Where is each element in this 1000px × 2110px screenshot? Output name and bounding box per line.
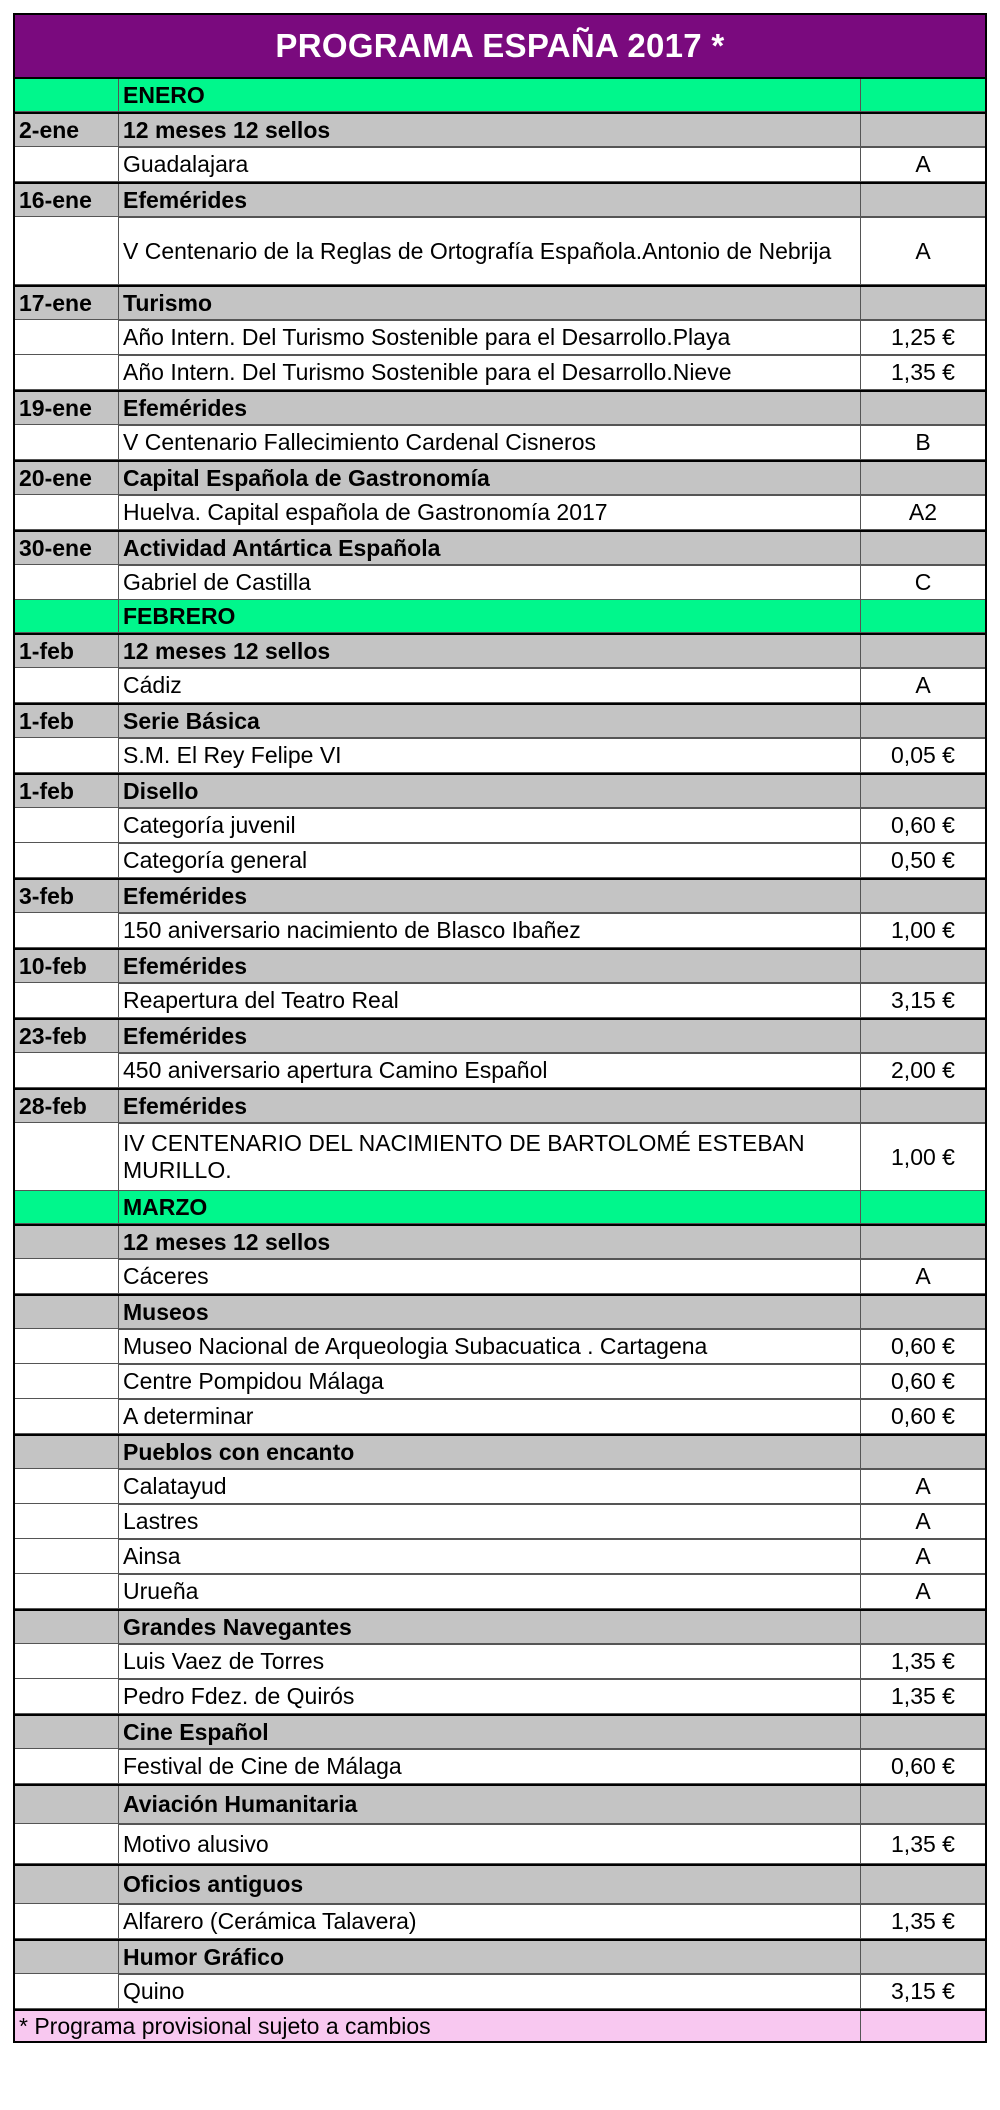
date-cell bbox=[15, 1296, 119, 1328]
date-cell bbox=[15, 1749, 119, 1783]
value-cell: A bbox=[861, 217, 985, 284]
issue-title: Oficios antiguos bbox=[119, 1866, 861, 1903]
value-cell: 1,35 € bbox=[861, 1679, 985, 1713]
date-cell: 23-feb bbox=[15, 1020, 119, 1052]
date-cell bbox=[15, 1226, 119, 1258]
value-cell: C bbox=[861, 565, 985, 599]
page-title: PROGRAMA ESPAÑA 2017 * bbox=[15, 15, 985, 79]
stamp-description: Lastres bbox=[119, 1504, 861, 1538]
value-cell: A bbox=[861, 668, 985, 702]
issue-title: Turismo bbox=[119, 287, 861, 319]
date-cell: 30-ene bbox=[15, 532, 119, 564]
value-cell: B bbox=[861, 425, 985, 459]
issue-title: Efemérides bbox=[119, 880, 861, 912]
issue-title: Humor Gráfico bbox=[119, 1941, 861, 1973]
date-cell bbox=[15, 147, 119, 181]
stamp-description: Guadalajara bbox=[119, 147, 861, 181]
group-row bbox=[15, 285, 985, 320]
stamp-row bbox=[15, 320, 985, 355]
value-cell bbox=[861, 600, 985, 632]
stamp-description: Reapertura del Teatro Real bbox=[119, 983, 861, 1017]
date-cell bbox=[15, 1611, 119, 1643]
stamp-description: Alfarero (Cerámica Talavera) bbox=[119, 1904, 861, 1938]
date-cell bbox=[15, 1364, 119, 1398]
value-cell bbox=[861, 1226, 985, 1258]
footer-row bbox=[15, 2009, 985, 2041]
date-cell: 1-feb bbox=[15, 635, 119, 667]
value-cell bbox=[861, 1090, 985, 1122]
group-row bbox=[15, 1714, 985, 1749]
stamp-description: Huelva. Capital española de Gastronomía 2017 bbox=[119, 495, 861, 529]
date-cell bbox=[15, 1866, 119, 1903]
issue-title: Efemérides bbox=[119, 184, 861, 216]
value-cell: A bbox=[861, 1504, 985, 1538]
value-cell: 3,15 € bbox=[861, 1974, 985, 2008]
value-cell: 2,00 € bbox=[861, 1053, 985, 1087]
value-cell bbox=[861, 1611, 985, 1643]
value-cell bbox=[861, 79, 985, 111]
issue-title: Aviación Humanitaria bbox=[119, 1786, 861, 1823]
stamp-description: V Centenario Fallecimiento Cardenal Cisneros bbox=[119, 425, 861, 459]
date-cell bbox=[15, 668, 119, 702]
issue-title: Cine Español bbox=[119, 1716, 861, 1748]
stamp-row bbox=[15, 1824, 985, 1864]
group-row bbox=[15, 1784, 985, 1824]
issue-title: 12 meses 12 sellos bbox=[119, 635, 861, 667]
stamp-row bbox=[15, 738, 985, 773]
value-cell bbox=[861, 1436, 985, 1468]
stamp-row bbox=[15, 1679, 985, 1714]
stamp-row bbox=[15, 1574, 985, 1609]
value-cell: A2 bbox=[861, 495, 985, 529]
date-cell bbox=[15, 1941, 119, 1973]
stamp-description: Calatayud bbox=[119, 1469, 861, 1503]
value-cell bbox=[861, 1786, 985, 1823]
stamp-row bbox=[15, 983, 985, 1018]
value-cell: 1,00 € bbox=[861, 913, 985, 947]
group-row bbox=[15, 1224, 985, 1259]
date-cell bbox=[15, 1399, 119, 1433]
group-row bbox=[15, 112, 985, 147]
issue-title: Efemérides bbox=[119, 950, 861, 982]
stamp-row bbox=[15, 1644, 985, 1679]
date-cell: 17-ene bbox=[15, 287, 119, 319]
stamp-description: Centre Pompidou Málaga bbox=[119, 1364, 861, 1398]
date-cell bbox=[15, 1786, 119, 1823]
group-row bbox=[15, 460, 985, 495]
date-cell bbox=[15, 1644, 119, 1678]
stamp-description: Quino bbox=[119, 1974, 861, 2008]
value-cell: 1,35 € bbox=[861, 1824, 985, 1863]
date-cell: 20-ene bbox=[15, 462, 119, 494]
value-cell: 1,00 € bbox=[861, 1123, 985, 1190]
stamp-row bbox=[15, 147, 985, 182]
date-cell bbox=[15, 1053, 119, 1087]
value-cell: 1,35 € bbox=[861, 355, 985, 389]
stamp-description: Año Intern. Del Turismo Sostenible para el Desarrollo.Playa bbox=[119, 320, 861, 354]
value-cell bbox=[861, 880, 985, 912]
group-row bbox=[15, 390, 985, 425]
month-label: ENERO bbox=[119, 79, 861, 111]
value-cell: 0,60 € bbox=[861, 1364, 985, 1398]
date-cell bbox=[15, 983, 119, 1017]
value-cell bbox=[861, 1866, 985, 1903]
stamp-row bbox=[15, 1123, 985, 1191]
stamp-description: V Centenario de la Reglas de Ortografía Española.Antonio de Nebrija bbox=[119, 217, 861, 284]
stamp-row bbox=[15, 1504, 985, 1539]
value-cell: A bbox=[861, 1539, 985, 1573]
date-cell bbox=[15, 1679, 119, 1713]
value-cell bbox=[861, 775, 985, 807]
date-cell bbox=[15, 600, 119, 632]
date-cell bbox=[15, 1824, 119, 1863]
value-cell bbox=[861, 1716, 985, 1748]
value-cell: 1,25 € bbox=[861, 320, 985, 354]
date-cell: 2-ene bbox=[15, 114, 119, 146]
footer-empty-cell bbox=[861, 2011, 985, 2041]
issue-title: Efemérides bbox=[119, 1020, 861, 1052]
stamp-description: Gabriel de Castilla bbox=[119, 565, 861, 599]
issue-title: Grandes Navegantes bbox=[119, 1611, 861, 1643]
group-row bbox=[15, 1609, 985, 1644]
value-cell: 0,60 € bbox=[861, 1399, 985, 1433]
issue-title: Capital Española de Gastronomía bbox=[119, 462, 861, 494]
stamp-row bbox=[15, 913, 985, 948]
stamp-row bbox=[15, 495, 985, 530]
value-cell: 0,50 € bbox=[861, 843, 985, 877]
date-cell bbox=[15, 217, 119, 284]
stamp-row bbox=[15, 1469, 985, 1504]
value-cell bbox=[861, 392, 985, 424]
value-cell: 0,60 € bbox=[861, 1329, 985, 1363]
month-label: MARZO bbox=[119, 1191, 861, 1223]
stamp-description: Año Intern. Del Turismo Sostenible para el Desarrollo.Nieve bbox=[119, 355, 861, 389]
date-cell bbox=[15, 355, 119, 389]
stamp-row bbox=[15, 425, 985, 460]
stamp-row bbox=[15, 1053, 985, 1088]
date-cell bbox=[15, 565, 119, 599]
value-cell: A bbox=[861, 1574, 985, 1608]
group-row bbox=[15, 633, 985, 668]
date-cell: 3-feb bbox=[15, 880, 119, 912]
stamp-description: Motivo alusivo bbox=[119, 1824, 861, 1863]
date-cell bbox=[15, 843, 119, 877]
stamp-row bbox=[15, 1399, 985, 1434]
date-cell bbox=[15, 1974, 119, 2008]
date-cell bbox=[15, 1716, 119, 1748]
issue-title: 12 meses 12 sellos bbox=[119, 1226, 861, 1258]
date-cell: 1-feb bbox=[15, 775, 119, 807]
value-cell: 3,15 € bbox=[861, 983, 985, 1017]
group-row bbox=[15, 182, 985, 217]
stamp-description: Urueña bbox=[119, 1574, 861, 1608]
stamp-description: IV CENTENARIO DEL NACIMIENTO DE BARTOLOMÉ ESTEBAN MURILLO. bbox=[119, 1123, 861, 1190]
stamp-description: Categoría juvenil bbox=[119, 808, 861, 842]
stamp-row bbox=[15, 1749, 985, 1784]
value-cell: 1,35 € bbox=[861, 1904, 985, 1938]
date-cell: 28-feb bbox=[15, 1090, 119, 1122]
date-cell bbox=[15, 425, 119, 459]
date-cell bbox=[15, 1329, 119, 1363]
stamp-row bbox=[15, 1974, 985, 2009]
stamp-program-table bbox=[13, 13, 987, 2043]
stamp-description: Ainsa bbox=[119, 1539, 861, 1573]
stamp-row bbox=[15, 1539, 985, 1574]
date-cell bbox=[15, 1259, 119, 1293]
group-row bbox=[15, 1018, 985, 1053]
value-cell: 0,05 € bbox=[861, 738, 985, 772]
group-row bbox=[15, 773, 985, 808]
value-cell bbox=[861, 114, 985, 146]
stamp-row bbox=[15, 668, 985, 703]
group-row bbox=[15, 530, 985, 565]
group-row bbox=[15, 1088, 985, 1123]
value-cell: 1,35 € bbox=[861, 1644, 985, 1678]
group-row bbox=[15, 878, 985, 913]
group-row bbox=[15, 948, 985, 983]
date-cell: 1-feb bbox=[15, 705, 119, 737]
date-cell bbox=[15, 1539, 119, 1573]
footer-note: * Programa provisional sujeto a cambios bbox=[15, 2011, 861, 2041]
date-cell bbox=[15, 808, 119, 842]
stamp-row bbox=[15, 565, 985, 600]
stamp-description: 450 aniversario apertura Camino Español bbox=[119, 1053, 861, 1087]
issue-title: Museos bbox=[119, 1296, 861, 1328]
date-cell bbox=[15, 738, 119, 772]
value-cell bbox=[861, 705, 985, 737]
value-cell bbox=[861, 532, 985, 564]
stamp-row bbox=[15, 808, 985, 843]
issue-title: Serie Básica bbox=[119, 705, 861, 737]
stamp-row bbox=[15, 1904, 985, 1939]
date-cell: 19-ene bbox=[15, 392, 119, 424]
date-cell: 16-ene bbox=[15, 184, 119, 216]
value-cell bbox=[861, 287, 985, 319]
date-cell: 10-feb bbox=[15, 950, 119, 982]
date-cell bbox=[15, 320, 119, 354]
month-row bbox=[15, 79, 985, 112]
date-cell bbox=[15, 1574, 119, 1608]
value-cell: A bbox=[861, 1259, 985, 1293]
value-cell: A bbox=[861, 1469, 985, 1503]
date-cell bbox=[15, 1904, 119, 1938]
stamp-description: Pedro Fdez. de Quirós bbox=[119, 1679, 861, 1713]
month-row bbox=[15, 1191, 985, 1224]
issue-title: Efemérides bbox=[119, 392, 861, 424]
stamp-description: Categoría general bbox=[119, 843, 861, 877]
stamp-description: Museo Nacional de Arqueologia Subacuatica . Cartagena bbox=[119, 1329, 861, 1363]
month-row bbox=[15, 600, 985, 633]
issue-title: Pueblos con encanto bbox=[119, 1436, 861, 1468]
stamp-description: Cáceres bbox=[119, 1259, 861, 1293]
value-cell bbox=[861, 1191, 985, 1223]
table-body bbox=[15, 79, 985, 2009]
stamp-row bbox=[15, 1259, 985, 1294]
value-cell: 0,60 € bbox=[861, 1749, 985, 1783]
group-row bbox=[15, 1939, 985, 1974]
value-cell bbox=[861, 184, 985, 216]
date-cell bbox=[15, 1123, 119, 1190]
issue-title: Actividad Antártica Española bbox=[119, 532, 861, 564]
value-cell bbox=[861, 635, 985, 667]
date-cell bbox=[15, 1191, 119, 1223]
stamp-description: S.M. El Rey Felipe VI bbox=[119, 738, 861, 772]
group-row bbox=[15, 1294, 985, 1329]
date-cell bbox=[15, 495, 119, 529]
value-cell bbox=[861, 1941, 985, 1973]
value-cell: 0,60 € bbox=[861, 808, 985, 842]
stamp-row bbox=[15, 1364, 985, 1399]
value-cell bbox=[861, 1296, 985, 1328]
value-cell bbox=[861, 462, 985, 494]
date-cell bbox=[15, 913, 119, 947]
value-cell: A bbox=[861, 147, 985, 181]
date-cell bbox=[15, 79, 119, 111]
stamp-description: Luis Vaez de Torres bbox=[119, 1644, 861, 1678]
stamp-description: 150 aniversario nacimiento de Blasco Ibañez bbox=[119, 913, 861, 947]
group-row bbox=[15, 703, 985, 738]
stamp-description: Cádiz bbox=[119, 668, 861, 702]
issue-title: Efemérides bbox=[119, 1090, 861, 1122]
group-row bbox=[15, 1864, 985, 1904]
value-cell bbox=[861, 1020, 985, 1052]
date-cell bbox=[15, 1504, 119, 1538]
stamp-row bbox=[15, 217, 985, 285]
value-cell bbox=[861, 950, 985, 982]
stamp-row bbox=[15, 1329, 985, 1364]
issue-title: Disello bbox=[119, 775, 861, 807]
stamp-row bbox=[15, 355, 985, 390]
stamp-description: A determinar bbox=[119, 1399, 861, 1433]
group-row bbox=[15, 1434, 985, 1469]
stamp-row bbox=[15, 843, 985, 878]
issue-title: 12 meses 12 sellos bbox=[119, 114, 861, 146]
date-cell bbox=[15, 1436, 119, 1468]
date-cell bbox=[15, 1469, 119, 1503]
stamp-description: Festival de Cine de Málaga bbox=[119, 1749, 861, 1783]
month-label: FEBRERO bbox=[119, 600, 861, 632]
